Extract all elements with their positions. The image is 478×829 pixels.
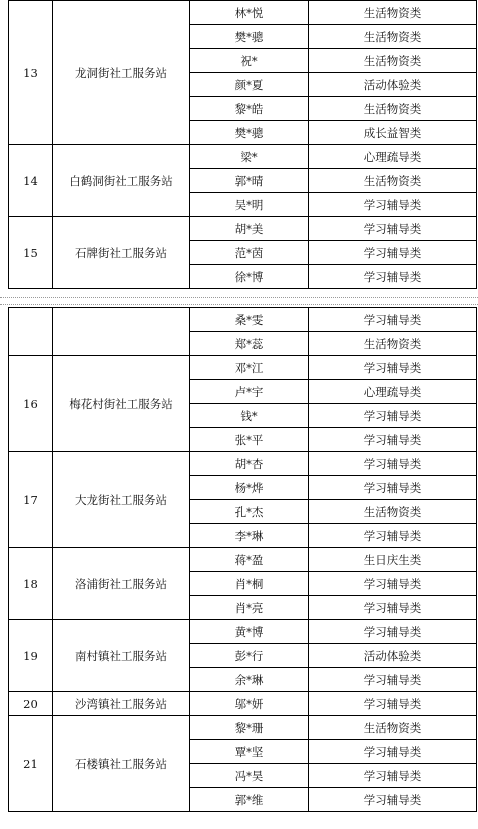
- aid-type-cell: 学习辅导类: [309, 193, 477, 217]
- name-cell: 吴*明: [190, 193, 309, 217]
- aid-type-cell: 学习辅导类: [309, 740, 477, 764]
- name-cell: 桑*雯: [190, 308, 309, 332]
- station-cell: 沙湾镇社工服务站: [53, 692, 190, 716]
- table-row: [9, 716, 477, 740]
- aid-type-cell: 活动体验类: [309, 73, 477, 97]
- aid-type-cell: 学习辅导类: [309, 596, 477, 620]
- serial-number-cell: 18: [9, 548, 53, 620]
- name-cell: 黄*博: [190, 620, 309, 644]
- table-row: [9, 692, 477, 716]
- name-cell: 杨*烨: [190, 476, 309, 500]
- aid-type-cell: 学习辅导类: [309, 764, 477, 788]
- table-row: [9, 548, 477, 572]
- name-cell: 肖*桐: [190, 572, 309, 596]
- table-row: [9, 620, 477, 644]
- name-cell: 郭*晴: [190, 169, 309, 193]
- aid-type-cell: 心理疏导类: [309, 145, 477, 169]
- aid-type-cell: 学习辅导类: [309, 241, 477, 265]
- station-cell: 南村镇社工服务站: [53, 620, 190, 692]
- aid-type-cell: 学习辅导类: [309, 476, 477, 500]
- aid-type-cell: 学习辅导类: [309, 265, 477, 289]
- recipient-table-part1: [8, 0, 477, 289]
- name-cell: 郑*蕊: [190, 332, 309, 356]
- name-cell: 祝*: [190, 49, 309, 73]
- station-cell: 洛浦街社工服务站: [53, 548, 190, 620]
- aid-type-cell: 生活物资类: [309, 716, 477, 740]
- table-row: [9, 1, 477, 25]
- page-break: [0, 296, 478, 306]
- name-cell: 李*琳: [190, 524, 309, 548]
- aid-type-cell: 学习辅导类: [309, 308, 477, 332]
- serial-number-cell: [9, 308, 53, 356]
- serial-number-cell: 20: [9, 692, 53, 716]
- serial-number-cell: 15: [9, 217, 53, 289]
- aid-type-cell: 心理疏导类: [309, 380, 477, 404]
- name-cell: 梁*: [190, 145, 309, 169]
- serial-number-cell: 19: [9, 620, 53, 692]
- name-cell: 胡*美: [190, 217, 309, 241]
- aid-type-cell: 生日庆生类: [309, 548, 477, 572]
- aid-type-cell: 生活物资类: [309, 25, 477, 49]
- aid-type-cell: 生活物资类: [309, 1, 477, 25]
- serial-number-cell: 16: [9, 356, 53, 452]
- name-cell: 蒋*盈: [190, 548, 309, 572]
- aid-type-cell: 学习辅导类: [309, 356, 477, 380]
- aid-type-cell: 学习辅导类: [309, 452, 477, 476]
- serial-number-cell: 14: [9, 145, 53, 217]
- station-cell: 石牌街社工服务站: [53, 217, 190, 289]
- name-cell: 颜*夏: [190, 73, 309, 97]
- aid-type-cell: 学习辅导类: [309, 620, 477, 644]
- station-cell: 石楼镇社工服务站: [53, 716, 190, 812]
- table-row: [9, 356, 477, 380]
- aid-type-cell: 生活物资类: [309, 332, 477, 356]
- name-cell: 黎*珊: [190, 716, 309, 740]
- station-cell: 白鹤洞街社工服务站: [53, 145, 190, 217]
- aid-type-cell: 学习辅导类: [309, 572, 477, 596]
- aid-type-cell: 学习辅导类: [309, 668, 477, 692]
- table-row: [9, 145, 477, 169]
- station-cell: 大龙街社工服务站: [53, 452, 190, 548]
- name-cell: 林*悦: [190, 1, 309, 25]
- aid-type-cell: 学习辅导类: [309, 428, 477, 452]
- name-cell: 冯*昊: [190, 764, 309, 788]
- aid-type-cell: 学习辅导类: [309, 404, 477, 428]
- name-cell: 张*平: [190, 428, 309, 452]
- aid-type-cell: 学习辅导类: [309, 788, 477, 812]
- serial-number-cell: 21: [9, 716, 53, 812]
- name-cell: 肖*亮: [190, 596, 309, 620]
- name-cell: 孔*杰: [190, 500, 309, 524]
- serial-number-cell: 13: [9, 1, 53, 145]
- station-cell: [53, 308, 190, 356]
- table-row: [9, 308, 477, 332]
- name-cell: 樊*骢: [190, 121, 309, 145]
- name-cell: 黎*皓: [190, 97, 309, 121]
- aid-type-cell: 学习辅导类: [309, 217, 477, 241]
- station-cell: 龙洞街社工服务站: [53, 1, 190, 145]
- aid-type-cell: 学习辅导类: [309, 524, 477, 548]
- table-row: [9, 452, 477, 476]
- name-cell: 钱*: [190, 404, 309, 428]
- name-cell: 徐*博: [190, 265, 309, 289]
- name-cell: 樊*骢: [190, 25, 309, 49]
- name-cell: 胡*杏: [190, 452, 309, 476]
- name-cell: 范*茵: [190, 241, 309, 265]
- aid-type-cell: 活动体验类: [309, 644, 477, 668]
- aid-type-cell: 生活物资类: [309, 169, 477, 193]
- name-cell: 卢*宇: [190, 380, 309, 404]
- aid-type-cell: 成长益智类: [309, 121, 477, 145]
- name-cell: 余*琳: [190, 668, 309, 692]
- aid-type-cell: 学习辅导类: [309, 692, 477, 716]
- station-cell: 梅花村街社工服务站: [53, 356, 190, 452]
- aid-type-cell: 生活物资类: [309, 500, 477, 524]
- name-cell: 邬*妍: [190, 692, 309, 716]
- aid-type-cell: 生活物资类: [309, 97, 477, 121]
- recipient-table-part2: [8, 307, 477, 812]
- table-row: [9, 217, 477, 241]
- aid-type-cell: 生活物资类: [309, 49, 477, 73]
- name-cell: 邓*江: [190, 356, 309, 380]
- name-cell: 彭*行: [190, 644, 309, 668]
- name-cell: 郭*维: [190, 788, 309, 812]
- name-cell: 覃*坚: [190, 740, 309, 764]
- serial-number-cell: 17: [9, 452, 53, 548]
